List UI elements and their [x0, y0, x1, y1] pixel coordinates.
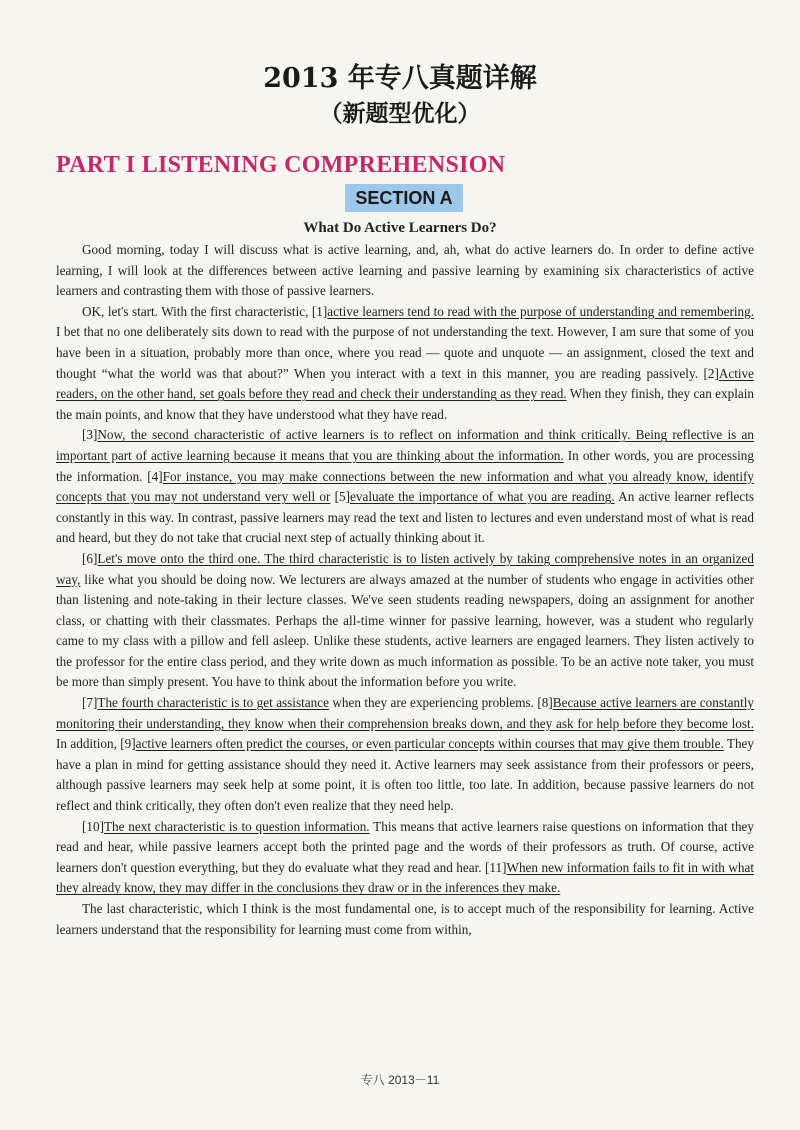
paragraph: [56, 549, 754, 693]
underlined-answer-text: The next characteristic is to question information.: [103, 818, 370, 834]
paragraph-text: [7]: [82, 695, 98, 711]
paragraph: [56, 425, 754, 549]
paragraph-text: like what you should be doing now. We lecturers are always amazed at the number of students who engage in activities other than listening and note-taking in their lecture classes. We've seen students reading newspapers, doing an assignment for another class, or chatting with their classmates. Perhaps the all-time winner for passive learning, however, was a student who regularly came to my class with a pillow and fell asleep. Unlike these students, active learners are engaged learners. They listen actively to the professor for the entire class period, and they write down as much information as possible. To be an active note taker, you must be more than simply present. You have to think about the information before you write.: [56, 571, 754, 690]
underlined-answer-text: For instance, you may make connections between the new information and what you already know, identify concepts that you may not understand very well or: [56, 468, 754, 505]
underlined-answer-text: active learners tend to read with the purpose of understanding and remembering.: [327, 303, 754, 319]
paragraph: [56, 693, 754, 817]
part-heading: PART I LISTENING COMPREHENSION: [56, 152, 506, 178]
underlined-answer-text: evaluate the importance of what you are reading.: [350, 489, 615, 505]
page-title: 2013 年专八真题详解: [263, 63, 537, 94]
paragraph: [56, 817, 754, 899]
passage-title: What Do Active Learners Do?: [303, 220, 497, 236]
paragraph: [56, 302, 754, 426]
paragraph-text: OK, let's start. With the first characteristic, [1]: [82, 303, 328, 319]
paragraph: [56, 899, 754, 940]
page-footer: 专八 2013－11: [360, 1073, 440, 1087]
paragraph-text: [5]: [330, 489, 351, 505]
paragraph-text: In addition, [9]: [56, 736, 136, 752]
paragraph-text: An active learner reflects constantly in this way. In contrast, passive learners may read the text and listen to lectures and even understand most of what is read and heard, but they do not take that crucial next step of actually thinking about it.: [56, 489, 754, 546]
paragraph-text: [6]: [82, 550, 98, 566]
paragraph-text: [3]: [82, 427, 98, 443]
paragraph: [56, 240, 754, 302]
paragraph-text: [10]: [82, 818, 104, 834]
paragraph-text: The last characteristic, which I think is the most fundamental one, is to accept much of the responsibility for learning. Active learners understand that the responsibility for learning must come from within,: [56, 901, 754, 937]
paragraph-text: I bet that no one deliberately sits down to read with the purpose of not understanding the text. However, I am sure that some of you have been in a situation, probably more than once, where you read — quote and unquote — an assignment, closed the text and thought “what the world was that about?” When you interact with a text in this manner, you are reading passively. [2]: [56, 324, 754, 381]
underlined-answer-text: The fourth characteristic is to get assistance: [97, 695, 329, 711]
page-subtitle: （新题型优化）: [319, 100, 481, 127]
underlined-answer-text: Active readers, on the other hand, set goals before they read and check their understanding as they read.: [56, 365, 754, 402]
underlined-answer-text: When new information fails to fit in with what they already know, they may differ in the conclusions they draw or in the inferences they make.: [56, 859, 754, 896]
paragraph-text: In other words, you are processing the information. [4]: [56, 447, 754, 484]
underlined-answer-text: Let's move onto the third one. The third characteristic is to listen actively by taking comprehensive notes in an organized way,: [56, 550, 754, 587]
underlined-answer-text: Because active learners are constantly monitoring their understanding, they know when their comprehension breaks down, and they ask for help before they become lost.: [56, 695, 754, 731]
paragraph-text: This means that active learners raise questions on information that they read and hear, while passive learners accept both the printed page and the words of their professors as truth. Of course, active learners don't question everything, but they do evaluate what they read and hear. [11]: [56, 818, 754, 875]
paragraph-text: Good morning, today I will discuss what is active learning, and, ah, what do active learners do. In order to define active learning, I will look at the differences between active learning and passive learning by examining six characteristics of active learners and contrasting them with those of passive learners.: [56, 242, 754, 299]
paragraph-text: when they are experiencing problems. [8]: [328, 695, 553, 711]
underlined-answer-text: Now, the second characteristic of active learners is to reflect on information and think critically. Being reflective is an important part of active learning because it means that you are thinking about the information.: [56, 427, 754, 463]
paragraph-text: They have a plan in mind for getting assistance should they need it. Active learners may seek assistance from their professors or peers, although passive learners may seek help at some point, it is often too little, too late. In addition, because passive learners do not reflect and think critically, they often don't even realize that they need help.: [56, 736, 754, 814]
paragraph-text: When they finish, they can explain the main points, and know that they have understood what they have read.: [56, 386, 754, 422]
underlined-answer-text: active learners often predict the courses, or even particular concepts within courses that may give them trouble.: [135, 736, 724, 752]
passage-body: [56, 240, 754, 940]
section-badge: SECTION A: [345, 184, 463, 212]
